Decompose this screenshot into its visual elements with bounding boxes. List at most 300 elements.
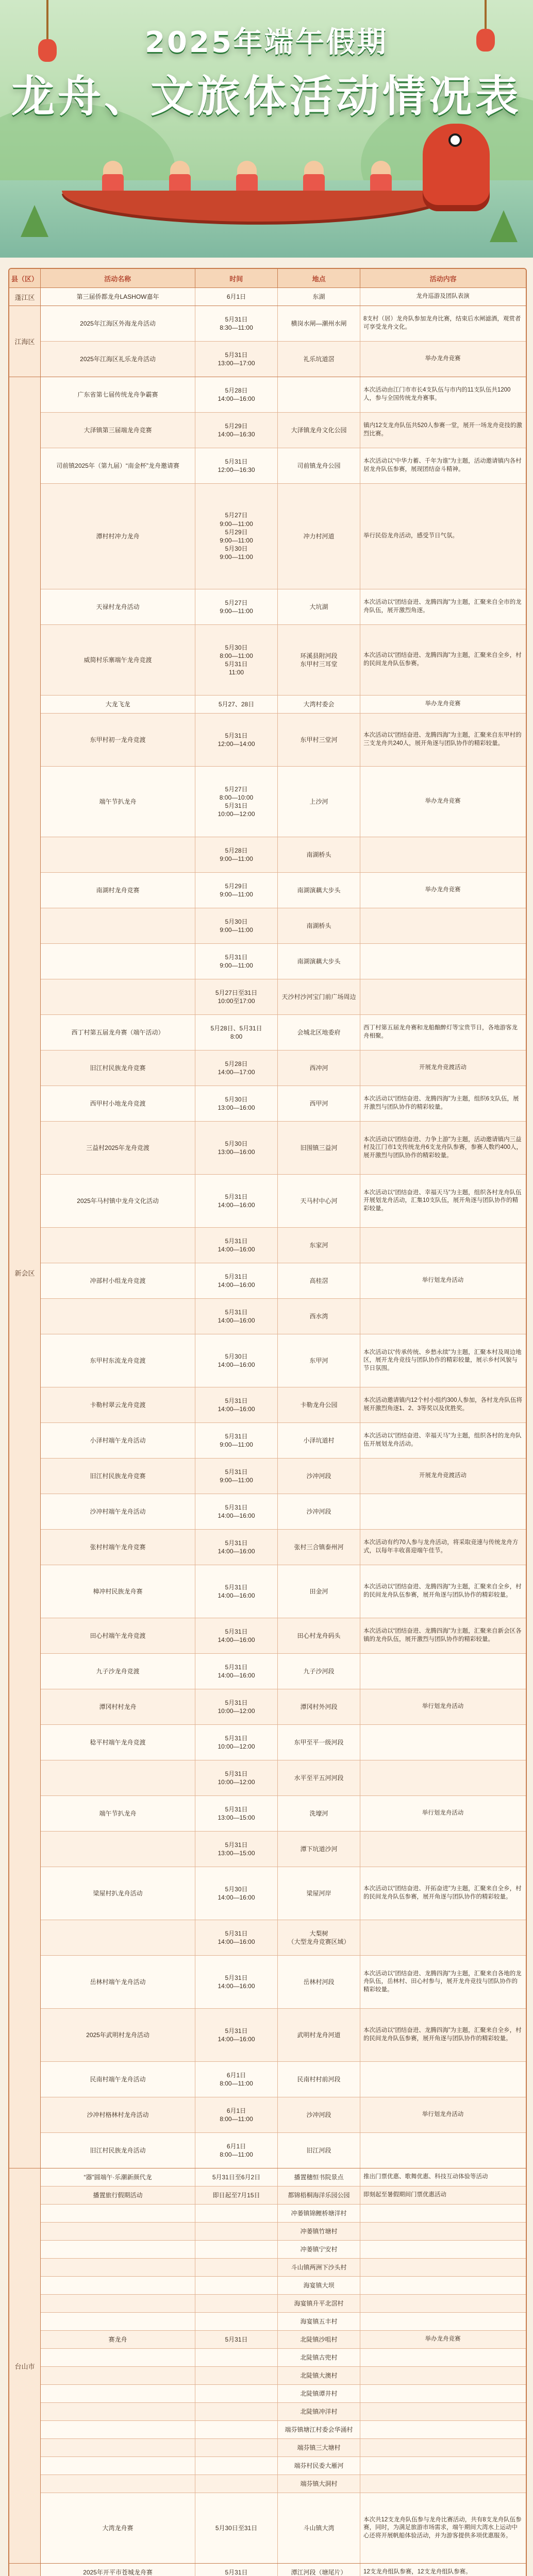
cell-info [360, 1760, 525, 1795]
cell-info: 举办龙舟竞赛 [360, 767, 525, 837]
cell-name: 威简村乐寨端午龙舟竞渡 [41, 625, 195, 695]
cell-name: 东甲村东流龙舟竞渡 [41, 1334, 195, 1387]
table-row [41, 695, 526, 713]
cell-name [41, 2403, 195, 2420]
cell-time [195, 2475, 278, 2493]
table-header [9, 269, 526, 287]
cell-time: 5月29日 14:00—16:30 [195, 413, 278, 448]
table-row [41, 2384, 526, 2402]
cell-place: 东甲村三堂河 [278, 714, 360, 766]
cell-place: 端芬村民委大雁河 [278, 2457, 360, 2475]
activity-table [8, 268, 527, 2576]
cell-time: 6月1日 8:00—11:00 [195, 2133, 278, 2168]
cell-info: 举行划龙舟活动 [360, 1263, 525, 1298]
table-row [41, 2493, 526, 2563]
cell-name: 端午节扒龙舟 [41, 1796, 195, 1831]
cell-place: 西冲河 [278, 1050, 360, 1086]
cell-time: 5月31日 [195, 2331, 278, 2348]
cell-time: 5月31日 14:00—16:00 [195, 1299, 278, 1334]
cell-place: 旧围镇三益河 [278, 1122, 360, 1174]
cell-info: 本次活动以“团结奋进、龙腾四海”为主题，汇聚来自全乡，村的民间龙舟队伍参赛，展开角逐与团队协作的精彩较量。 [360, 1565, 525, 1618]
table-row [41, 837, 526, 872]
table-row [41, 943, 526, 979]
cell-place: 北陡镇冲洋村 [278, 2403, 360, 2420]
cell-time: 5月29日 9:00—11:00 [195, 873, 278, 908]
cell-time: 5月30日 13:00—16:00 [195, 1122, 278, 1174]
cell-place: 海宴镇升平北滘村 [278, 2295, 360, 2312]
cell-info: 举行划龙舟活动 [360, 1689, 525, 1724]
table-row [41, 2294, 526, 2312]
cell-info: 本次活动以“团结奋进、龙腾四海”为主题，汇聚来自东甲村的三支龙舟共240人，展开角逐与团队协作的精彩较量。 [360, 714, 525, 766]
cell-name [41, 2205, 195, 2222]
cell-name [41, 2313, 195, 2330]
cell-place: 潭江河段（塘尾片） [278, 2564, 360, 2576]
table-row [41, 412, 526, 448]
cell-place: 礼乐坑道滘 [278, 342, 360, 377]
cell-name: 小泽村端午龙舟活动 [41, 1423, 195, 1458]
table-row [41, 1565, 526, 1618]
cell-name [41, 944, 195, 979]
cell-name: 九子沙龙舟竞渡 [41, 1654, 195, 1689]
cell-place: 武明村龙舟河道 [278, 2009, 360, 2061]
cell-name: 端午节扒龙舟 [41, 767, 195, 837]
cell-place: 北陡镇谭井村 [278, 2385, 360, 2402]
cell-info: 本次活动以“团结奋进、龙腾四海”为主题，组织6支队伍，展开激烈与团队协作的精彩较量。 [360, 1086, 525, 1121]
cell-place [278, 377, 360, 412]
cell-place: 沙冲河段 [278, 2097, 360, 2132]
table-row [41, 2456, 526, 2475]
cell-info: 推出门票优惠、歌舞优惠、科技互动体验等活动 [360, 2168, 525, 2186]
cell-time [195, 2439, 278, 2456]
cell-time [195, 2223, 278, 2240]
cell-info [360, 837, 525, 872]
cell-place: 大梨树 （大型龙舟竞赛区域） [278, 1920, 360, 1955]
cell-place: 会城北区地委府 [278, 1015, 360, 1050]
cell-name: 2025年马村镇中龙舟文化活动 [41, 1175, 195, 1227]
cell-name [41, 2241, 195, 2258]
cell-info: 举办龙舟竞赛 [360, 342, 525, 377]
table-row [41, 908, 526, 943]
cell-name: 大湾龙舟赛 [41, 2493, 195, 2563]
cell-info: 镇内12支龙舟队伍共520人参赛一堂，展开一场龙舟竞技的激烈比赛。 [360, 413, 525, 448]
table-row [41, 1529, 526, 1565]
cell-info [360, 2475, 525, 2493]
column-header-time: 时间 [195, 269, 278, 287]
cell-name [41, 2475, 195, 2493]
cell-time: 5月31日至6月2日 [195, 2168, 278, 2186]
cell-place: 岳林村河段 [278, 1956, 360, 2008]
cell-time [195, 2205, 278, 2222]
cell-info [360, 2349, 525, 2366]
cell-time: 6月1日 8:00—11:00 [195, 2097, 278, 2132]
cell-name: 西丁村第五届龙舟赛（端午活动） [41, 1015, 195, 1050]
table-row [41, 2276, 526, 2294]
table-row [41, 1920, 526, 1955]
cell-name: 2025年开平市苍城龙舟赛 [41, 2564, 195, 2576]
cell-info [360, 2367, 525, 2384]
cell-time [195, 2457, 278, 2475]
cell-info: 12支龙舟组队参赛，12支龙舟组队参赛。 [360, 2564, 525, 2576]
cell-time: 5月31日 14:00—16:00 [195, 1618, 278, 1653]
cell-place: 海宴镇大坝 [278, 2277, 360, 2294]
cell-time: 5月28日 14:00—16:00 [195, 377, 278, 412]
cell-time: 5月31日 9:00—11:00 [195, 1423, 278, 1458]
area-group [9, 377, 526, 2168]
table-row [41, 1174, 526, 1227]
cell-name [41, 2277, 195, 2294]
cell-place: 北陡镇沙咀村 [278, 2331, 360, 2348]
cell-info: 本次活动以“团结奋进、龙腾四海”为主题，汇聚来自新会区各镇的龙舟队伍，展开激烈与团队协作的精彩较量。 [360, 1618, 525, 1653]
cell-info [360, 2259, 525, 2276]
page-title-line2: 龙舟、文旅体活动情况表 [11, 71, 522, 122]
table-row [41, 1298, 526, 1334]
cell-time: 5月28日、5月31日 8:00 [195, 1015, 278, 1050]
cell-name: 东甲村初一龙舟竞渡 [41, 714, 195, 766]
cell-info [360, 1494, 525, 1529]
cell-info: 本次活动以“团结奋进、龙腾四海”为主题，汇聚来自全乡，村的民间龙舟队伍参赛，展开角逐与团队协作的精彩较量。 [360, 2009, 525, 2061]
cell-name [41, 1920, 195, 1955]
cell-name [41, 2367, 195, 2384]
cell-name [41, 1299, 195, 1334]
cell-info: 本次活动以“团结奋进、幸福天马”为主题，组织各村龙舟队伍开展划龙舟活动，汇集10支队伍，展开角逐与团队协作的精彩较量。 [360, 1175, 525, 1227]
cell-time: 5月31日 14:00—16:00 [195, 1175, 278, 1227]
cell-name: 南湖村龙舟竞赛 [41, 873, 195, 908]
cell-place: 九子沙河段 [278, 1654, 360, 1689]
column-header-place: 地点 [278, 269, 360, 287]
cell-time [195, 2259, 278, 2276]
cell-info: 举办龙舟竞赛 [360, 2331, 525, 2348]
cell-time: 5月31日 14:00—16:00 [195, 1956, 278, 2008]
table-row [41, 1014, 526, 1050]
cell-time: 5月31日 14:00—16:00 [195, 1387, 278, 1422]
cell-name: 广东省第七届传统龙舟争霸赛 [41, 377, 195, 412]
cell-time: 5月31日 10:00—12:00 [195, 1725, 278, 1760]
cell-info [360, 2062, 525, 2097]
cell-time [195, 2277, 278, 2294]
cell-time [195, 2241, 278, 2258]
cell-place: 沙冲河段 [278, 1494, 360, 1529]
cell-name [41, 1760, 195, 1795]
cell-time: 5月31日 10:00—12:00 [195, 1760, 278, 1795]
cell-name: 旧江村民族龙舟竞赛 [41, 1459, 195, 1494]
table-row [41, 766, 526, 837]
cell-info [360, 1725, 525, 1760]
cell-time: 5月31日 13:00—17:00 [195, 342, 278, 377]
cell-place: 斗山镇两洲下沙头村 [278, 2259, 360, 2276]
cell-name: 沙冲村端午龙舟活动 [41, 1494, 195, 1529]
cell-place: 冲蒌镇竹塘村 [278, 2223, 360, 2240]
cell-info [360, 979, 525, 1014]
cell-info [360, 1654, 525, 1689]
cell-name: 2025年江海区礼乐龙舟活动 [41, 342, 195, 377]
cell-place: 播置穗恒书院景点 [278, 2168, 360, 2186]
cell-place: 西甲河 [278, 1086, 360, 1121]
table-row [41, 2240, 526, 2258]
table-row [41, 1653, 526, 1689]
cell-name: 第三届侨都龙舟LASHOW嘉年 [41, 288, 195, 306]
cell-name: 播置旅行假期活动 [41, 2187, 195, 2204]
table-row [41, 2204, 526, 2222]
table-row [41, 1795, 526, 1831]
cell-place: 田心村龙舟码头 [278, 1618, 360, 1653]
table-row [41, 2312, 526, 2330]
cell-place: 卡勒龙舟公园 [278, 1387, 360, 1422]
table-row [41, 377, 526, 412]
cell-name [41, 1832, 195, 1867]
cell-info: 举行划龙舟活动 [360, 2097, 525, 2132]
cell-info [360, 908, 525, 943]
cell-place: 都锦梧桐海洋乐园公园 [278, 2187, 360, 2204]
cell-place: 西水湾 [278, 1299, 360, 1334]
cell-place: 北陡镇古兜村 [278, 2349, 360, 2366]
cell-info [360, 2205, 525, 2222]
table-row [41, 2258, 526, 2276]
cell-place: 大泽镇龙舟文化公园 [278, 413, 360, 448]
area-cell: 蓬江区 [9, 288, 41, 306]
cell-name [41, 908, 195, 943]
cell-info [360, 2277, 525, 2294]
cell-place: 司前镇龙舟公园 [278, 448, 360, 483]
cell-time: 即日起至7月15日 [195, 2187, 278, 2204]
cell-time: 5月31日 9:00—11:00 [195, 1459, 278, 1494]
cell-time [195, 2295, 278, 2312]
table-row [41, 2366, 526, 2384]
cell-name: 冲部村小组龙舟竞渡 [41, 1263, 195, 1298]
table-row [41, 1086, 526, 1121]
cell-time: 5月30日 14:00—16:00 [195, 1867, 278, 1920]
cell-place: 上沙河 [278, 767, 360, 837]
table-row [41, 1387, 526, 1422]
cell-info: 本次共12支龙舟队伍参与龙舟比赛活动，共有8支龙舟队伍参赛，同时，为满足旅游市场需求，端午期间大湾水上运动中心还将开展帆船体验活动，并为游客提供多项优惠服务。 [360, 2493, 525, 2563]
table-row [41, 2061, 526, 2097]
cell-name [41, 2223, 195, 2240]
table-row [41, 1422, 526, 1458]
column-header-info: 活动内容 [429, 275, 457, 283]
cell-time: 5月27日 9:00—11:00 [195, 589, 278, 624]
cell-time: 5月30日至31日 [195, 2493, 278, 2563]
cell-name: 赛龙舟 [41, 2331, 195, 2348]
table-row [41, 713, 526, 766]
cell-name [41, 2259, 195, 2276]
table-row [41, 1458, 526, 1494]
table-row [41, 2402, 526, 2420]
table-row [41, 1689, 526, 1724]
header-banner [0, 0, 533, 258]
page-title-line1: 2025年端午假期 [145, 26, 388, 59]
cell-time: 5月31日 14:00—16:00 [195, 1920, 278, 1955]
cell-info: 开展龙舟竞渡活动 [360, 1459, 525, 1494]
cell-place: 端芬镇塘江村委会华涌村 [278, 2421, 360, 2438]
cell-info: 本次活动有约70人参与龙舟活动，将采取竞速与传统龙舟方式，以每年丰收喜迎端午佳节。 [360, 1530, 525, 1565]
cell-info [360, 2457, 525, 2475]
cell-name: 岳林村端午龙舟活动 [41, 1956, 195, 2008]
table-row [41, 2008, 526, 2061]
table-row [41, 1955, 526, 2008]
cell-info: 即刻起至暑假期间门票优惠活动 [360, 2187, 525, 2204]
cell-info [360, 2241, 525, 2258]
cell-name: 旧江村民族龙舟活动 [41, 2133, 195, 2168]
cell-info [360, 1832, 525, 1867]
cell-time: 5月30日 8:00—11:00 5月31日 11:00 [195, 625, 278, 695]
cell-time [195, 2349, 278, 2366]
cell-name: 潭冈村村龙舟 [41, 1689, 195, 1724]
cell-name: 稔平村端午龙舟竞渡 [41, 1725, 195, 1760]
cell-name [41, 2385, 195, 2402]
cell-name: 2025年江海区外海龙舟活动 [41, 306, 195, 341]
cell-info: 本次活动以“中华力蓄、千年为谁”为主题，活动邀请镇内各村居龙舟队伍参赛，展现团结奋斗精神。 [360, 448, 525, 483]
cell-time: 5月28日 9:00—11:00 [195, 837, 278, 872]
table-row [41, 1724, 526, 1760]
cell-place: 水平至平五河河段 [278, 1760, 360, 1795]
table-row [41, 1121, 526, 1174]
cell-time: 5月31日 13:00—15:00 [195, 1832, 278, 1867]
table-row [41, 1494, 526, 1529]
cell-info: 本次活动由江门市市长4支队伍与市内的11支队伍共1200人，参与全国传统龙舟赛事。 [360, 377, 525, 412]
table-row [41, 2186, 526, 2204]
cell-name: 天禄村龙舟活动 [41, 589, 195, 624]
table-row [41, 1050, 526, 1086]
cell-info [360, 2385, 525, 2402]
table-row [41, 1618, 526, 1653]
cell-info: 本次活动以“团结奋进、龙腾四海”为主题，汇聚来自全乡，村的民间龙舟队伍参赛。 [360, 625, 525, 695]
table-row [41, 288, 526, 306]
cell-place: 端芬镇大洞村 [278, 2475, 360, 2493]
cell-place: 高桂滘 [278, 1263, 360, 1298]
cell-info [360, 1920, 525, 1955]
cell-time: 5月30日 9:00—11:00 [195, 908, 278, 943]
table-row [41, 1867, 526, 1920]
cell-name: 樟冲村民族龙舟赛 [41, 1565, 195, 1618]
table-row [41, 1227, 526, 1263]
cell-place: 冲力村河道 [278, 484, 360, 589]
table-row [41, 306, 526, 341]
table-row [41, 2475, 526, 2493]
cell-name: 大泽镇第三届端龙舟竞赛 [41, 413, 195, 448]
cell-place: 东家河 [278, 1228, 360, 1263]
cell-place: 北陡镇大澳村 [278, 2367, 360, 2384]
cell-time: 5月27日 9:00—11:00 5月29日 9:00—11:00 5月30日 9:00—11:00 [195, 484, 278, 589]
column-header-name: 活动名称 [41, 269, 195, 287]
area-group [9, 2168, 526, 2563]
cell-name: 民南村端午龙舟活动 [41, 2062, 195, 2097]
cell-info: 本次活动以“传承传统、乡愁永续”为主题，汇聚本村及周边地区，展开龙舟竞技与团队协作的精彩较量，展示乡村风貌与节日氛围。 [360, 1334, 525, 1387]
cell-name: “器”圆端午·乐潮新颜代龙 [41, 2168, 195, 2186]
cell-time: 5月27日至31日 10:00至17:00 [195, 979, 278, 1014]
cell-time [195, 2385, 278, 2402]
area-group [9, 306, 526, 377]
cell-place: 斗山镇大湾 [278, 2493, 360, 2563]
table-row [41, 2438, 526, 2456]
cell-info: 龙舟巡游及团队表演 [360, 288, 525, 306]
cell-place: 旧江河段 [278, 2133, 360, 2168]
cell-place: 冲蒌镇宁安村 [278, 2241, 360, 2258]
cell-place: 环溪县附河段 东甲村三耳堂 [278, 625, 360, 695]
area-cell: 江海区 [9, 306, 41, 377]
cell-name: 大龙飞龙 [41, 696, 195, 713]
cell-name: 司前镇2025年（第九届）“南金杯”龙舟邀请赛 [41, 448, 195, 483]
cell-time: 6月1日 [195, 288, 278, 306]
cell-info: 本次活动以“团结奋进、开拓奋进”为主题，汇聚来自全乡，村的民间龙舟队伍参赛，展开角逐与团队协作的精彩较量。 [360, 1867, 525, 1920]
cell-time [195, 2421, 278, 2438]
cell-time [195, 2313, 278, 2330]
cell-place: 天沙村沙河宝门前广场周边 [278, 979, 360, 1014]
cell-info: 本次活动以“团结奋进、龙腾四海”为主题，汇聚来自各地的龙舟队伍，岳林村、田心村参与，展开龙舟竞技与团队协作的精彩较量。 [360, 1956, 525, 2008]
cell-info: 举办龙舟竞赛 [360, 873, 525, 908]
cell-time: 5月31日 [195, 2564, 278, 2576]
table-row [41, 2420, 526, 2438]
cell-place: 潭下坑道沙河 [278, 1832, 360, 1867]
dragon-eye-icon [448, 133, 462, 147]
cell-name [41, 1228, 195, 1263]
table-body [9, 287, 526, 2576]
cell-name: 旧江村民族龙舟竞赛 [41, 1050, 195, 1086]
area-cell: 新会区 [9, 377, 41, 2168]
cell-name: 卡勒村翠云龙舟竞渡 [41, 1387, 195, 1422]
table-row [41, 589, 526, 624]
table-row [41, 624, 526, 695]
cell-place: 东甲河 [278, 1334, 360, 1387]
cell-time [195, 2367, 278, 2384]
cell-time: 5月31日 14:00—16:00 [195, 1654, 278, 1689]
cell-place: 南湖桥头 [278, 837, 360, 872]
table-row [41, 341, 526, 377]
cell-name [41, 2457, 195, 2475]
cell-info [360, 944, 525, 979]
cell-place: 大湾村委会 [278, 696, 360, 713]
cell-place: 东湖 [278, 288, 360, 306]
cell-name [41, 2295, 195, 2312]
cell-time [195, 2403, 278, 2420]
cell-name [41, 2349, 195, 2366]
cell-time: 5月31日 10:00—12:00 [195, 1689, 278, 1724]
cell-info: 西丁村第五届龙舟赛和龙船酿醉灯等宝贵节日，各地游客龙舟相聚。 [360, 1015, 525, 1050]
cell-place: 沙冲河段 [278, 1459, 360, 1494]
table-row [41, 1831, 526, 1867]
cell-place: 小泽坑道村 [278, 1423, 360, 1458]
cell-info [360, 2439, 525, 2456]
table-row [41, 872, 526, 908]
cell-name: 潭村村冲力龙舟 [41, 484, 195, 589]
cell-time: 5月31日 14:00—16:00 [195, 1228, 278, 1263]
cell-info [360, 2403, 525, 2420]
cell-place: 梁屋河岸 [278, 1867, 360, 1920]
cell-name: 沙冲村格林村龙舟活动 [41, 2097, 195, 2132]
cell-info [360, 2313, 525, 2330]
cell-info: 本次活动邀请镇内12个村小组约300人参加，各村龙舟队伍将展开激烈角逐1、2、3等奖以及优胜奖。 [360, 1387, 525, 1422]
cell-time: 5月31日 12:00—16:30 [195, 448, 278, 483]
cell-name: 梁屋村扒龙舟活动 [41, 1867, 195, 1920]
cell-info: 举行划龙舟活动 [360, 1796, 525, 1831]
cell-name [41, 2439, 195, 2456]
cell-time: 5月27、28日 [195, 696, 278, 713]
cell-info [360, 2133, 525, 2168]
cell-info [360, 1299, 525, 1334]
cell-time: 5月30日 13:00—16:00 [195, 1086, 278, 1121]
cell-time: 6月1日 8:00—11:00 [195, 2062, 278, 2097]
cell-info: 举行民俗龙舟活动，感受节日气氛。 [360, 484, 525, 589]
table-row [41, 2330, 526, 2348]
cell-time: 5月28日 14:00—17:00 [195, 1050, 278, 1086]
cell-place: 田金河 [278, 1565, 360, 1618]
cell-time: 5月31日 12:00—14:00 [195, 714, 278, 766]
cell-time: 5月31日 14:00—16:00 [195, 1494, 278, 1529]
cell-name: 田心村端午龙舟竞渡 [41, 1618, 195, 1653]
cell-place: 洗壕河 [278, 1796, 360, 1831]
area-group [9, 287, 526, 306]
table-row [41, 979, 526, 1014]
cell-place: 南湖演藕大步头 [278, 873, 360, 908]
column-header-area: 县（区） [9, 269, 41, 287]
